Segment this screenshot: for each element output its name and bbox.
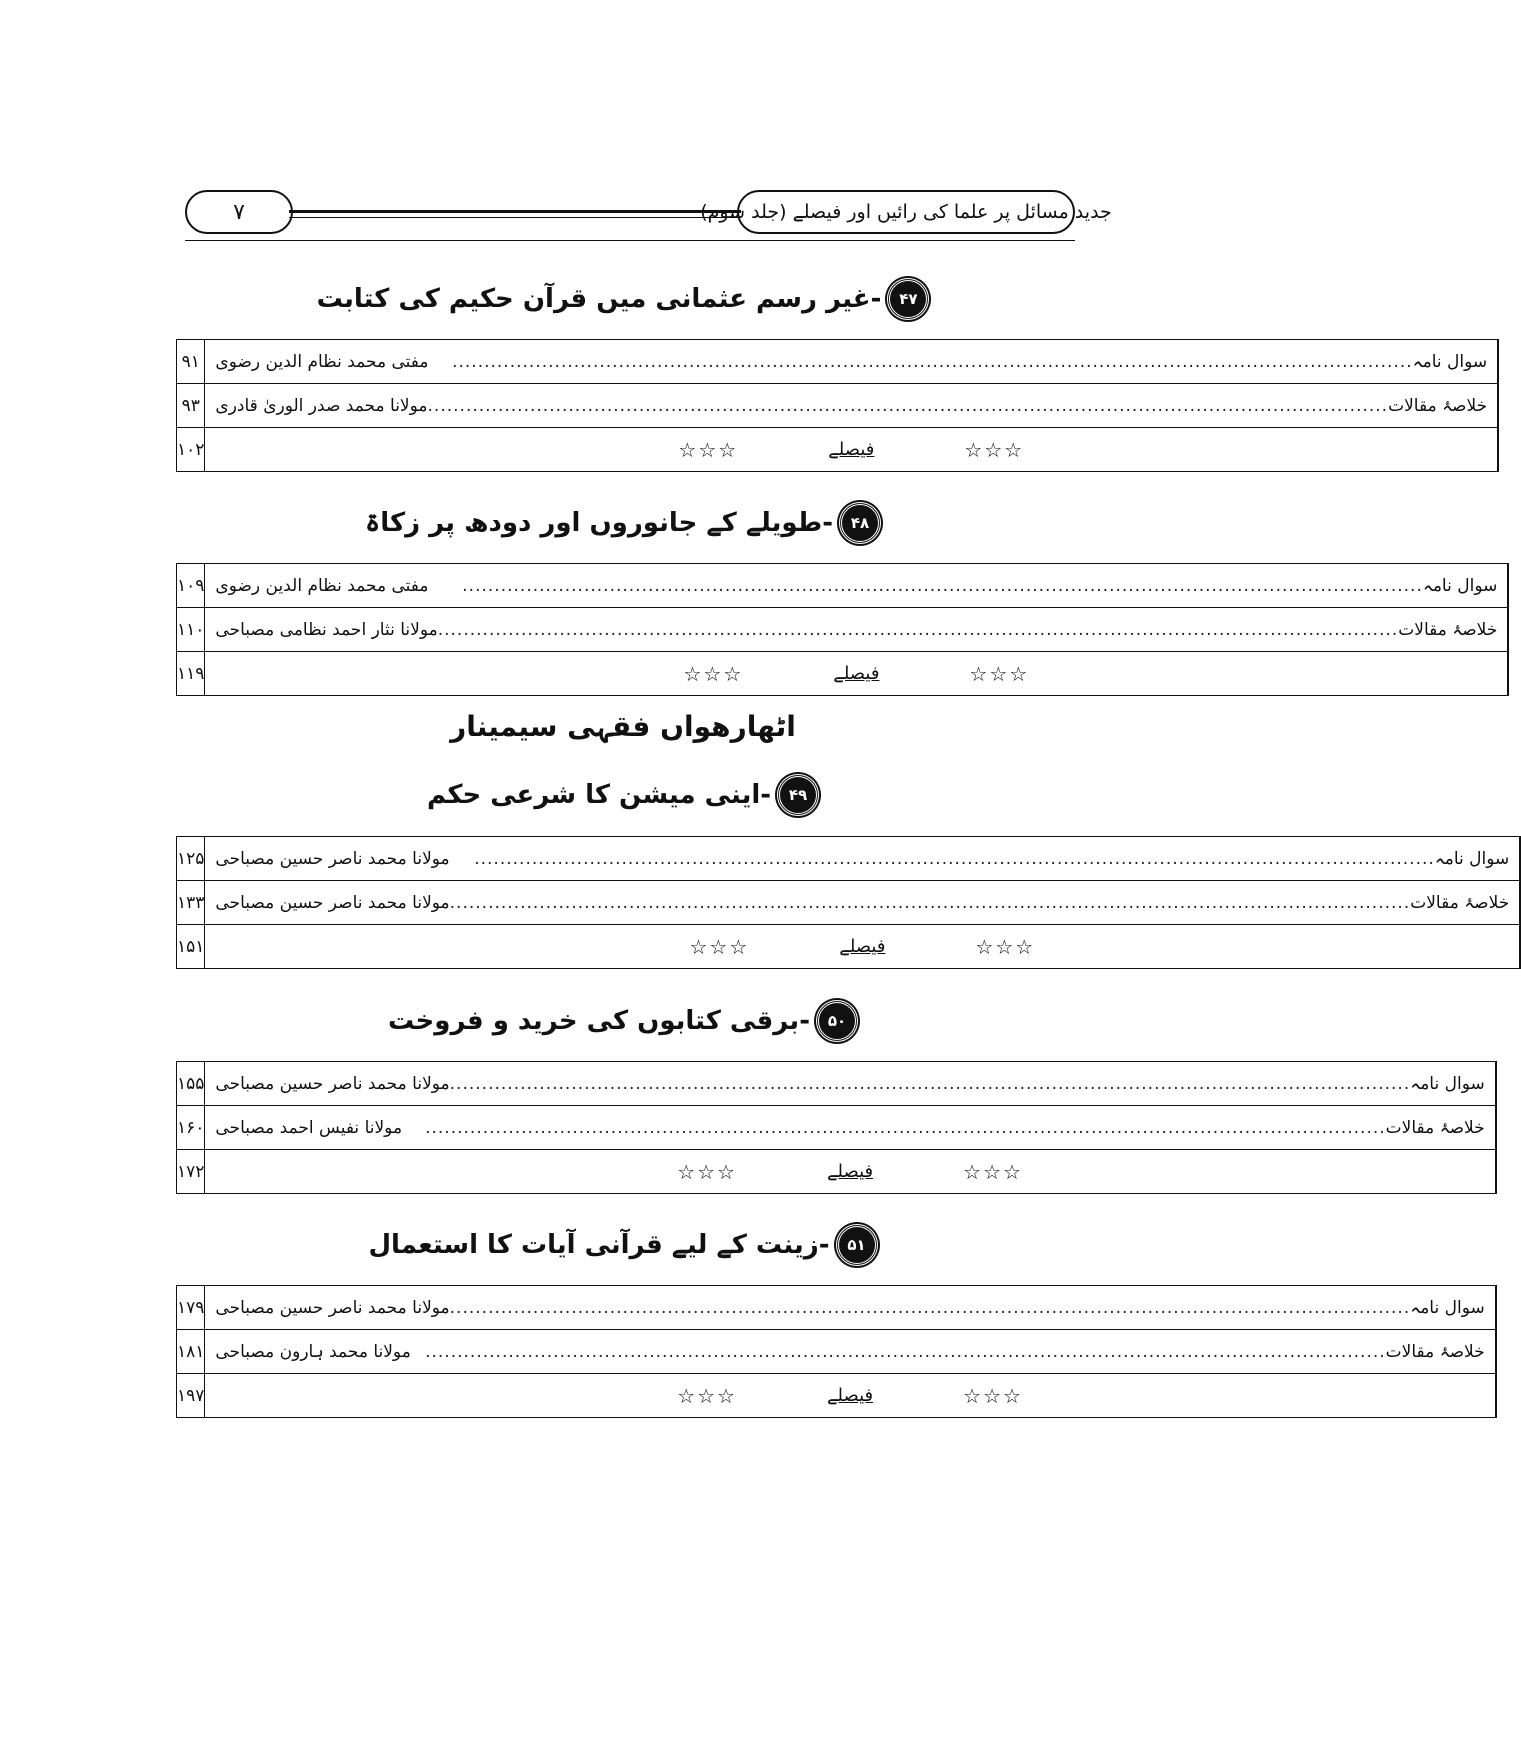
table-row [177, 925, 1521, 969]
blank-cell [1508, 608, 1509, 652]
entry-label: خلاصۂ مقالات [1410, 893, 1510, 913]
entry-page: ۱۹۷ [177, 1374, 205, 1418]
leader-dots [402, 1118, 1386, 1138]
entry-label: خلاصۂ مقالات [1385, 1118, 1485, 1138]
entry-page: ۱۱۰ [177, 608, 205, 652]
stars-icon: ☆☆☆ [683, 661, 744, 686]
leader-dots [450, 1298, 1411, 1318]
blank-cell [1498, 340, 1499, 384]
leader-dots [438, 620, 1399, 640]
decision-label: فیصلے [826, 1161, 874, 1182]
stars-icon: ☆☆☆ [678, 437, 739, 462]
leader-dots [450, 1074, 1411, 1094]
decision-label: فیصلے [839, 936, 886, 957]
entry-page: ۱۷۲ [177, 1150, 205, 1194]
entry-cell [205, 608, 1508, 652]
entry-author: مولانا محمد صدر الوریٰ قادری [215, 395, 428, 416]
table-row [177, 608, 1509, 652]
table-row [177, 1062, 1497, 1106]
entry-label: سوال نامہ [1412, 352, 1488, 372]
entry-author: مولانا نفیس احمد مصباحی [215, 1117, 403, 1138]
leader-dots [428, 352, 1412, 372]
stars-icon: ☆☆☆ [964, 437, 1025, 462]
entry-cell [205, 340, 1498, 384]
entry-page: ۱۸۱ [177, 1330, 205, 1374]
entry-cell [205, 881, 1520, 925]
section-number-badge: ۵۱ [836, 1224, 878, 1266]
table-row [177, 384, 1499, 428]
toc-table-47 [176, 339, 1499, 472]
stars-icon: ☆☆☆ [963, 1383, 1023, 1408]
decision-cell [205, 925, 1520, 969]
table-row [177, 652, 1509, 696]
stars-icon: ☆☆☆ [969, 661, 1030, 686]
table-row [177, 1150, 1497, 1194]
table-row [177, 1374, 1497, 1418]
book-title: جدید مسائل پر علما کی رائیں اور فیصلے (جلد سوم) [737, 190, 1075, 234]
table-row [177, 1106, 1497, 1150]
decision-cell [205, 1150, 1495, 1194]
entry-page: ۱۲۵ [177, 837, 205, 881]
blank-cell [1498, 384, 1499, 428]
blank-cell [1508, 652, 1509, 696]
table-row [177, 1330, 1497, 1374]
section-number-badge: ۵۰ [816, 1000, 858, 1042]
entry-author: مولانا محمد ناصر حسین مصباحی [215, 1297, 450, 1318]
decision-label: فیصلے [833, 663, 880, 684]
blank-cell [1495, 1330, 1496, 1374]
header-rule-thick [289, 210, 741, 213]
section-number-badge: ۴۹ [777, 774, 819, 816]
running-header [185, 190, 1112, 242]
section-heading-51 [176, 1224, 1070, 1266]
entry-page: ۱۰۹ [177, 564, 205, 608]
entry-page: ۱۵۵ [177, 1062, 205, 1106]
toc-table-50 [176, 1061, 1497, 1194]
entry-author: مولانا محمد ناصر حسین مصباحی [215, 848, 450, 869]
entry-author: مفتی محمد نظام الدین رضوی [215, 351, 429, 372]
blank-cell [1495, 1374, 1496, 1418]
blank-cell [1495, 1062, 1496, 1106]
table-row [177, 837, 1521, 881]
entry-label: سوال نامہ [1410, 1074, 1485, 1094]
table-row [177, 564, 1509, 608]
section-heading-48 [176, 502, 1070, 544]
section-title: -برقی کتابوں کی خرید و فروخت [388, 1006, 810, 1036]
leader-dots [450, 849, 1435, 869]
stars-icon: ☆☆☆ [689, 934, 750, 959]
leader-dots [428, 576, 1422, 596]
section-title: -اینی میشن کا شرعی حکم [426, 780, 772, 810]
entry-page: ۱۶۰ [177, 1106, 205, 1150]
section-heading-50 [176, 1000, 1070, 1042]
entry-label: خلاصۂ مقالات [1388, 396, 1488, 416]
stars-icon: ☆☆☆ [677, 1383, 737, 1408]
entry-author: مولانا نثار احمد نظامی مصباحی [215, 619, 438, 640]
seminar-heading: اٹھارھواں فقہی سیمینار [450, 710, 796, 743]
table-row [177, 1286, 1497, 1330]
entry-page: ۱۱۹ [177, 652, 205, 696]
blank-cell [1495, 1286, 1496, 1330]
entry-page: ۱۳۳ [177, 881, 205, 925]
entry-author: مفتی محمد نظام الدین رضوی [215, 575, 429, 596]
blank-cell [1495, 1106, 1496, 1150]
section-number-badge: ۴۷ [887, 278, 929, 320]
entry-label: خلاصۂ مقالات [1398, 620, 1498, 640]
entry-cell [205, 1286, 1495, 1330]
entry-label: سوال نامہ [1434, 849, 1510, 869]
entry-page: ۱۷۹ [177, 1286, 205, 1330]
entry-author: مولانا محمد ہارون مصباحی [215, 1342, 411, 1362]
stars-icon: ☆☆☆ [677, 1159, 737, 1184]
stars-icon: ☆☆☆ [963, 1159, 1023, 1184]
section-title: -زینت کے لیے قرآنی آیات کا استعمال [368, 1230, 830, 1260]
leader-dots [411, 1342, 1386, 1362]
section-heading-49 [176, 774, 1070, 816]
stars-icon: ☆☆☆ [975, 934, 1036, 959]
entry-cell [205, 837, 1520, 881]
entry-page: ۱۵۱ [177, 925, 205, 969]
page-number: ۷ [185, 190, 293, 234]
entry-label: سوال نامہ [1422, 576, 1498, 596]
decision-cell [205, 1374, 1495, 1418]
section-heading-47 [176, 278, 1070, 320]
entry-cell [205, 564, 1508, 608]
blank-cell [1498, 428, 1499, 472]
table-row [177, 881, 1521, 925]
section-title: -غیر رسم عثمانی میں قرآن حکیم کی کتابت [316, 284, 882, 314]
entry-cell [205, 1062, 1495, 1106]
entry-cell [205, 384, 1498, 428]
entry-author: مولانا محمد ناصر حسین مصباحی [215, 1073, 450, 1094]
header-rule-thin [289, 217, 741, 218]
entry-author: مولانا محمد ناصر حسین مصباحی [215, 892, 450, 913]
section-number-badge: ۴۸ [839, 502, 881, 544]
toc-table-48 [176, 563, 1509, 696]
header-rule-full [185, 240, 1075, 241]
entry-page: ۹۱ [177, 340, 205, 384]
table-row [177, 340, 1499, 384]
leader-dots [428, 396, 1389, 416]
entry-cell [205, 1330, 1495, 1374]
section-title: -طویلے کے جانوروں اور دودھ پر زکاۃ [364, 508, 834, 538]
blank-cell [1508, 564, 1509, 608]
decision-label: فیصلے [828, 439, 875, 460]
blank-cell [1495, 1150, 1496, 1194]
decision-cell [205, 428, 1498, 472]
decision-cell [205, 652, 1508, 696]
entry-cell [205, 1106, 1495, 1150]
decision-label: فیصلے [826, 1385, 874, 1406]
entry-label: سوال نامہ [1410, 1298, 1485, 1318]
entry-label: خلاصۂ مقالات [1385, 1342, 1485, 1362]
toc-table-49 [176, 836, 1521, 969]
entry-page: ۹۳ [177, 384, 205, 428]
toc-table-51 [176, 1285, 1497, 1418]
entry-page: ۱۰۲ [177, 428, 205, 472]
table-row [177, 428, 1499, 472]
leader-dots [450, 893, 1411, 913]
